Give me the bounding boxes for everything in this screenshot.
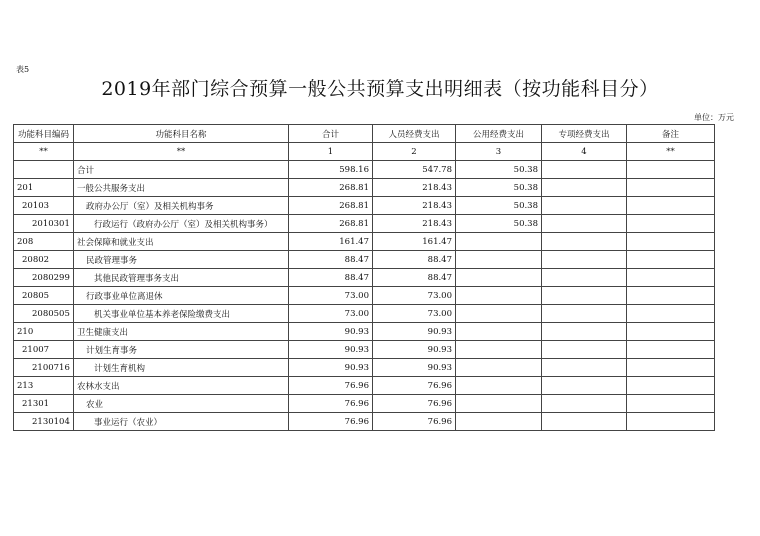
total-cell: 73.00 <box>289 305 373 323</box>
public-cell <box>456 359 542 377</box>
table-row <box>14 215 715 233</box>
name-cell: 卫生健康支出 <box>74 323 289 341</box>
code-cell: 2100716 <box>14 359 74 377</box>
code-cell <box>14 161 74 179</box>
note-cell <box>627 377 715 395</box>
name-cell: 社会保障和就业支出 <box>74 233 289 251</box>
header-cell-public: 公用经费支出 <box>456 125 542 143</box>
table-row <box>14 305 715 323</box>
index-cell: ** <box>14 143 74 161</box>
code-cell: 20103 <box>14 197 74 215</box>
budget-table <box>13 124 715 431</box>
special-cell <box>542 305 627 323</box>
table-row <box>14 269 715 287</box>
total-cell: 76.96 <box>289 395 373 413</box>
code-cell: 208 <box>14 233 74 251</box>
table-row <box>14 341 715 359</box>
table-row <box>14 287 715 305</box>
public-cell <box>456 305 542 323</box>
name-cell: 计划生育事务 <box>74 341 289 359</box>
note-cell <box>627 161 715 179</box>
unit-label: 单位：万元 <box>694 113 734 122</box>
index-row <box>14 143 715 161</box>
table-row <box>14 197 715 215</box>
public-cell <box>456 269 542 287</box>
header-row <box>14 125 715 143</box>
code-cell: 20805 <box>14 287 74 305</box>
personnel-cell: 218.43 <box>373 179 456 197</box>
name-cell: 农业 <box>74 395 289 413</box>
total-cell: 73.00 <box>289 287 373 305</box>
personnel-cell: 218.43 <box>373 215 456 233</box>
code-cell: 21301 <box>14 395 74 413</box>
note-cell <box>627 287 715 305</box>
note-cell <box>627 413 715 431</box>
public-cell <box>456 233 542 251</box>
table-number-label: 表5 <box>16 65 30 74</box>
personnel-cell: 73.00 <box>373 305 456 323</box>
personnel-cell: 76.96 <box>373 395 456 413</box>
note-cell <box>627 341 715 359</box>
personnel-cell: 218.43 <box>373 197 456 215</box>
total-cell: 90.93 <box>289 323 373 341</box>
header-cell-name: 功能科目名称 <box>74 125 289 143</box>
note-cell <box>627 359 715 377</box>
special-cell <box>542 233 627 251</box>
personnel-cell: 76.96 <box>373 377 456 395</box>
table-row <box>14 413 715 431</box>
special-cell <box>542 179 627 197</box>
special-cell <box>542 251 627 269</box>
total-cell: 161.47 <box>289 233 373 251</box>
note-cell <box>627 269 715 287</box>
table-row-total <box>14 161 715 179</box>
public-cell: 50.38 <box>456 197 542 215</box>
public-cell: 50.38 <box>456 179 542 197</box>
public-cell: 50.38 <box>456 215 542 233</box>
note-cell <box>627 215 715 233</box>
note-cell <box>627 197 715 215</box>
personnel-cell: 88.47 <box>373 269 456 287</box>
name-cell: 农林水支出 <box>74 377 289 395</box>
special-cell <box>542 413 627 431</box>
index-cell: ** <box>74 143 289 161</box>
total-cell: 88.47 <box>289 251 373 269</box>
personnel-cell: 88.47 <box>373 251 456 269</box>
header-cell-special: 专项经费支出 <box>542 125 627 143</box>
special-cell <box>542 161 627 179</box>
total-cell: 268.81 <box>289 215 373 233</box>
public-cell <box>456 341 542 359</box>
personnel-cell: 90.93 <box>373 323 456 341</box>
total-cell: 76.96 <box>289 413 373 431</box>
name-cell: 事业运行（农业） <box>74 413 289 431</box>
code-cell: 2080505 <box>14 305 74 323</box>
public-cell <box>456 323 542 341</box>
code-cell: 21007 <box>14 341 74 359</box>
index-cell: ** <box>627 143 715 161</box>
index-cell: 3 <box>456 143 542 161</box>
note-cell <box>627 251 715 269</box>
name-cell: 其他民政管理事务支出 <box>74 269 289 287</box>
index-cell: 1 <box>289 143 373 161</box>
table-row <box>14 359 715 377</box>
total-cell: 76.96 <box>289 377 373 395</box>
special-cell <box>542 269 627 287</box>
total-cell: 268.81 <box>289 179 373 197</box>
code-cell: 213 <box>14 377 74 395</box>
header-cell-note: 备注 <box>627 125 715 143</box>
name-cell: 计划生育机构 <box>74 359 289 377</box>
total-cell: 90.93 <box>289 341 373 359</box>
code-cell: 2080299 <box>14 269 74 287</box>
total-cell: 598.16 <box>289 161 373 179</box>
header-cell-total: 合计 <box>289 125 373 143</box>
special-cell <box>542 395 627 413</box>
note-cell <box>627 323 715 341</box>
public-cell <box>456 377 542 395</box>
personnel-cell: 161.47 <box>373 233 456 251</box>
name-cell: 行政运行（政府办公厅（室）及相关机构事务） <box>74 215 289 233</box>
personnel-cell: 90.93 <box>373 359 456 377</box>
table-row <box>14 395 715 413</box>
note-cell <box>627 179 715 197</box>
code-cell: 201 <box>14 179 74 197</box>
personnel-cell: 90.93 <box>373 341 456 359</box>
total-cell: 90.93 <box>289 359 373 377</box>
personnel-cell: 76.96 <box>373 413 456 431</box>
note-cell <box>627 233 715 251</box>
public-cell <box>456 251 542 269</box>
name-cell: 一般公共服务支出 <box>74 179 289 197</box>
special-cell <box>542 287 627 305</box>
total-cell: 88.47 <box>289 269 373 287</box>
special-cell <box>542 323 627 341</box>
public-cell: 50.38 <box>456 161 542 179</box>
header-cell-code: 功能科目编码 <box>14 125 74 143</box>
name-cell: 机关事业单位基本养老保险缴费支出 <box>74 305 289 323</box>
name-cell: 行政事业单位离退休 <box>74 287 289 305</box>
special-cell <box>542 359 627 377</box>
index-cell: 4 <box>542 143 627 161</box>
table-row <box>14 323 715 341</box>
name-cell: 合计 <box>74 161 289 179</box>
special-cell <box>542 377 627 395</box>
personnel-cell: 547.78 <box>373 161 456 179</box>
public-cell <box>456 413 542 431</box>
total-cell: 268.81 <box>289 197 373 215</box>
table-row <box>14 251 715 269</box>
code-cell: 210 <box>14 323 74 341</box>
code-cell: 2130104 <box>14 413 74 431</box>
public-cell <box>456 395 542 413</box>
code-cell: 2010301 <box>14 215 74 233</box>
table-row <box>14 179 715 197</box>
header-cell-personnel: 人员经费支出 <box>373 125 456 143</box>
special-cell <box>542 341 627 359</box>
code-cell: 20802 <box>14 251 74 269</box>
personnel-cell: 73.00 <box>373 287 456 305</box>
name-cell: 民政管理事务 <box>74 251 289 269</box>
table-row <box>14 233 715 251</box>
name-cell: 政府办公厅（室）及相关机构事务 <box>74 197 289 215</box>
special-cell <box>542 197 627 215</box>
table-row <box>14 377 715 395</box>
note-cell <box>627 305 715 323</box>
index-cell: 2 <box>373 143 456 161</box>
note-cell <box>627 395 715 413</box>
special-cell <box>542 215 627 233</box>
page-title: 2019年部门综合预算一般公共预算支出明细表（按功能科目分） <box>101 78 659 100</box>
public-cell <box>456 287 542 305</box>
